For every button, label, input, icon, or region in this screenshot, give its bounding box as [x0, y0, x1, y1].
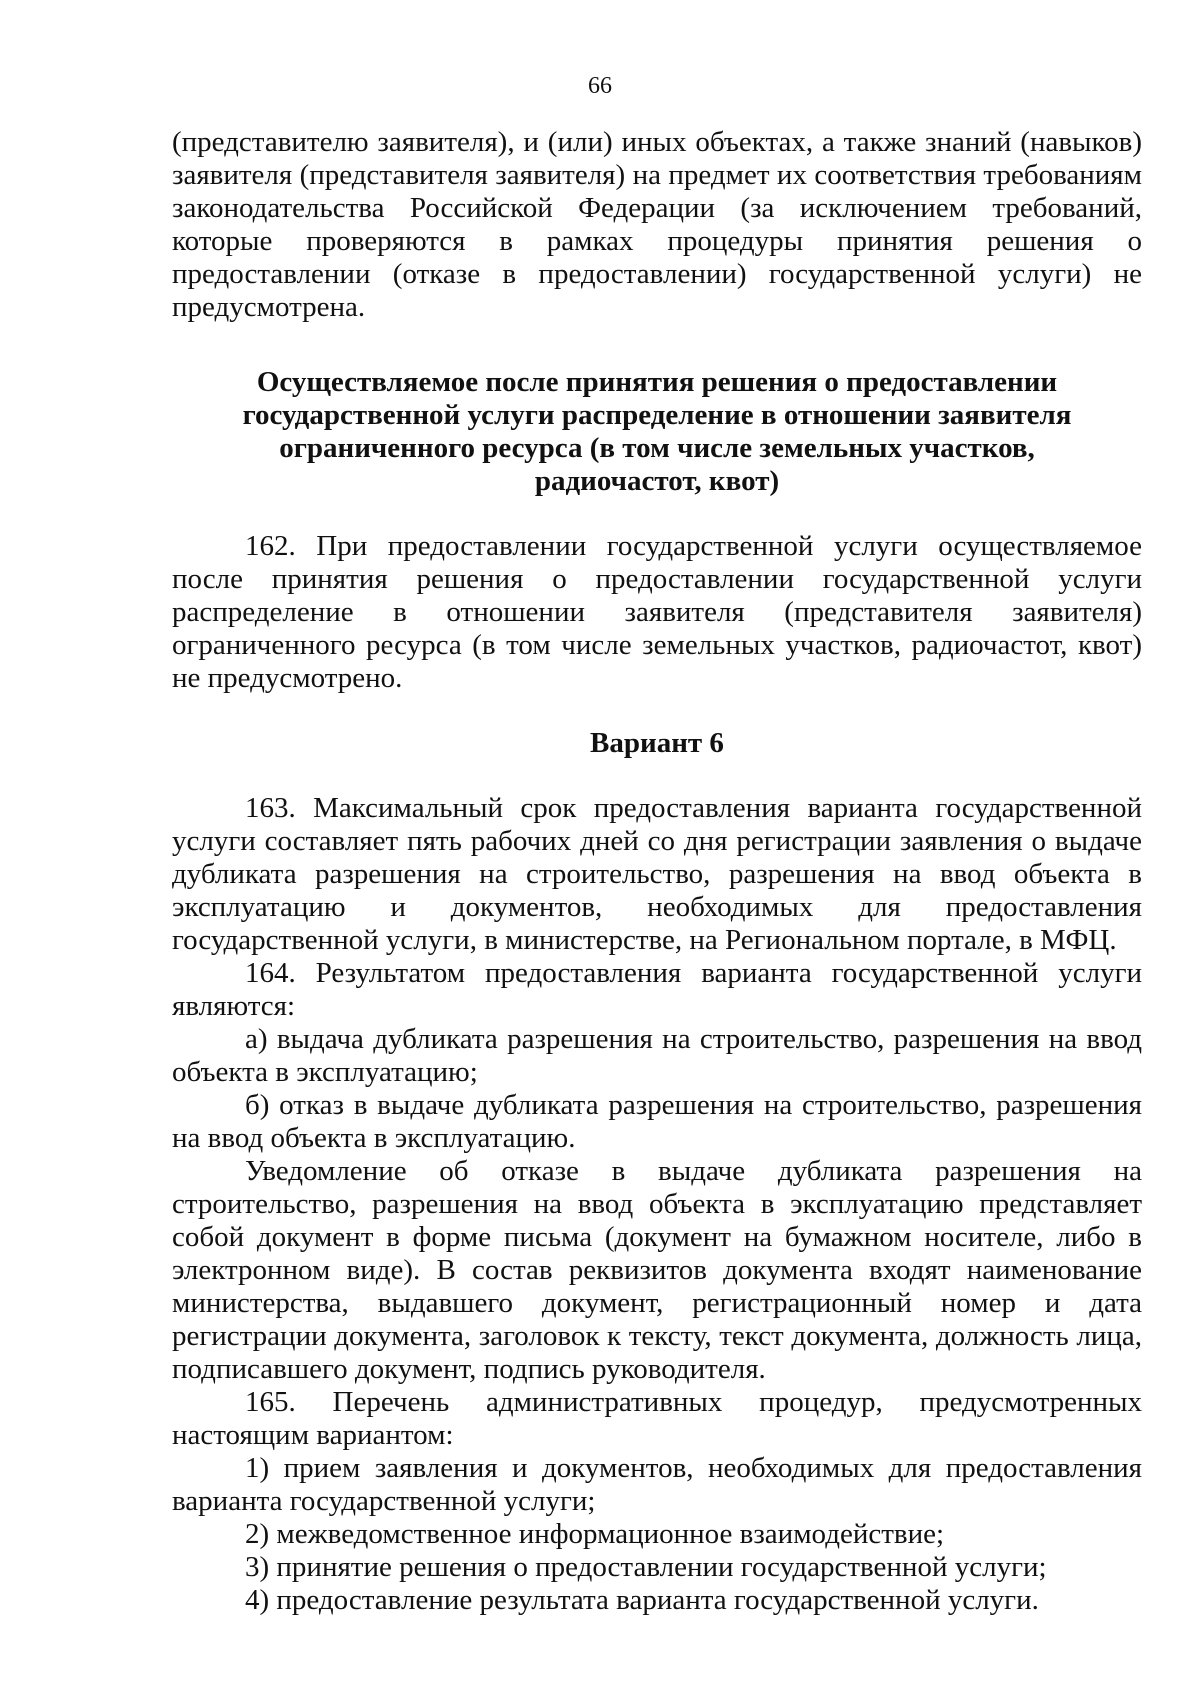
paragraph-162: 162. При предоставлении государственной услуги осуществляемое после принятия решения о предоставлении государственной услуги распределение в отношении заявителя (представителя заявителя) ограниченного ресурса (в том числе земельных участков, радиочастот, квот) не предусмотрено.: [172, 530, 1142, 694]
section-heading-line: Осуществляемое после принятия решения о предоставлении: [256, 366, 1058, 398]
paragraph-notice: Уведомление об отказе в выдаче дубликата разрешения на строительство, разрешения на ввод объекта в эксплуатацию представляет собой документ в форме письма (документ на бумажном носителе, либо в электронном виде). В состав реквизитов документа входят наименование министерства, выдавшего документ, регистрационный номер и дата регистрации документа, заголовок к тексту, текст документа, должность лица, подписавшего документ, подпись руководителя.: [172, 1155, 1142, 1385]
page-number: 66: [588, 73, 612, 99]
section-heading-line: государственной услуги распределение в отношении заявителя: [242, 399, 1072, 431]
list-item-a: а) выдача дубликата разрешения на строительство, разрешения на ввод объекта в эксплуатацию;: [172, 1023, 1142, 1088]
document-body: [172, 126, 1142, 1617]
procedure-item: 4) предоставление результата варианта государственной услуги.: [245, 1584, 1039, 1616]
list-item-b: б) отказ в выдаче дубликата разрешения на строительство, разрешения на ввод объекта в эксплуатацию.: [172, 1089, 1142, 1154]
section-heading-line: ограниченного ресурса (в том числе земельных участков,: [279, 432, 1035, 464]
section-heading-line: радиочастот, квот): [534, 465, 780, 497]
paragraph-164: 164. Результатом предоставления варианта государственной услуги являются:: [172, 957, 1142, 1022]
intro-paragraph: (представителю заявителя), и (или) иных объектах, а также знаний (навыков) заявителя (представителя заявителя) на предмет их соответствия требованиям законодательства Российской Федерации (за исключением требований, которые проверяются в рамках процедуры принятия решения о предоставлении (отказе в предоставлении) государственной услуги) не предусмотрена.: [172, 126, 1142, 323]
paragraph-165: 165. Перечень административных процедур, предусмотренных настоящим вариантом:: [172, 1386, 1142, 1451]
procedure-item: 3) принятие решения о предоставлении государственной услуги;: [245, 1551, 1047, 1583]
procedure-item: 2) межведомственное информационное взаимодействие;: [245, 1518, 945, 1550]
variant-heading: Вариант 6: [590, 727, 724, 759]
section-heading: [172, 366, 1142, 498]
procedure-item: 1) прием заявления и документов, необходимых для предоставления варианта государственной услуги;: [172, 1452, 1142, 1517]
paragraph-163: 163. Максимальный срок предоставления варианта государственной услуги составляет пять рабочих дней со дня регистрации заявления о выдаче дубликата разрешения на строительство, разрешения на ввод объекта в эксплуатацию и документов, необходимых для предоставления государственной услуги, в министерстве, на Региональном портале, в МФЦ.: [172, 792, 1142, 956]
